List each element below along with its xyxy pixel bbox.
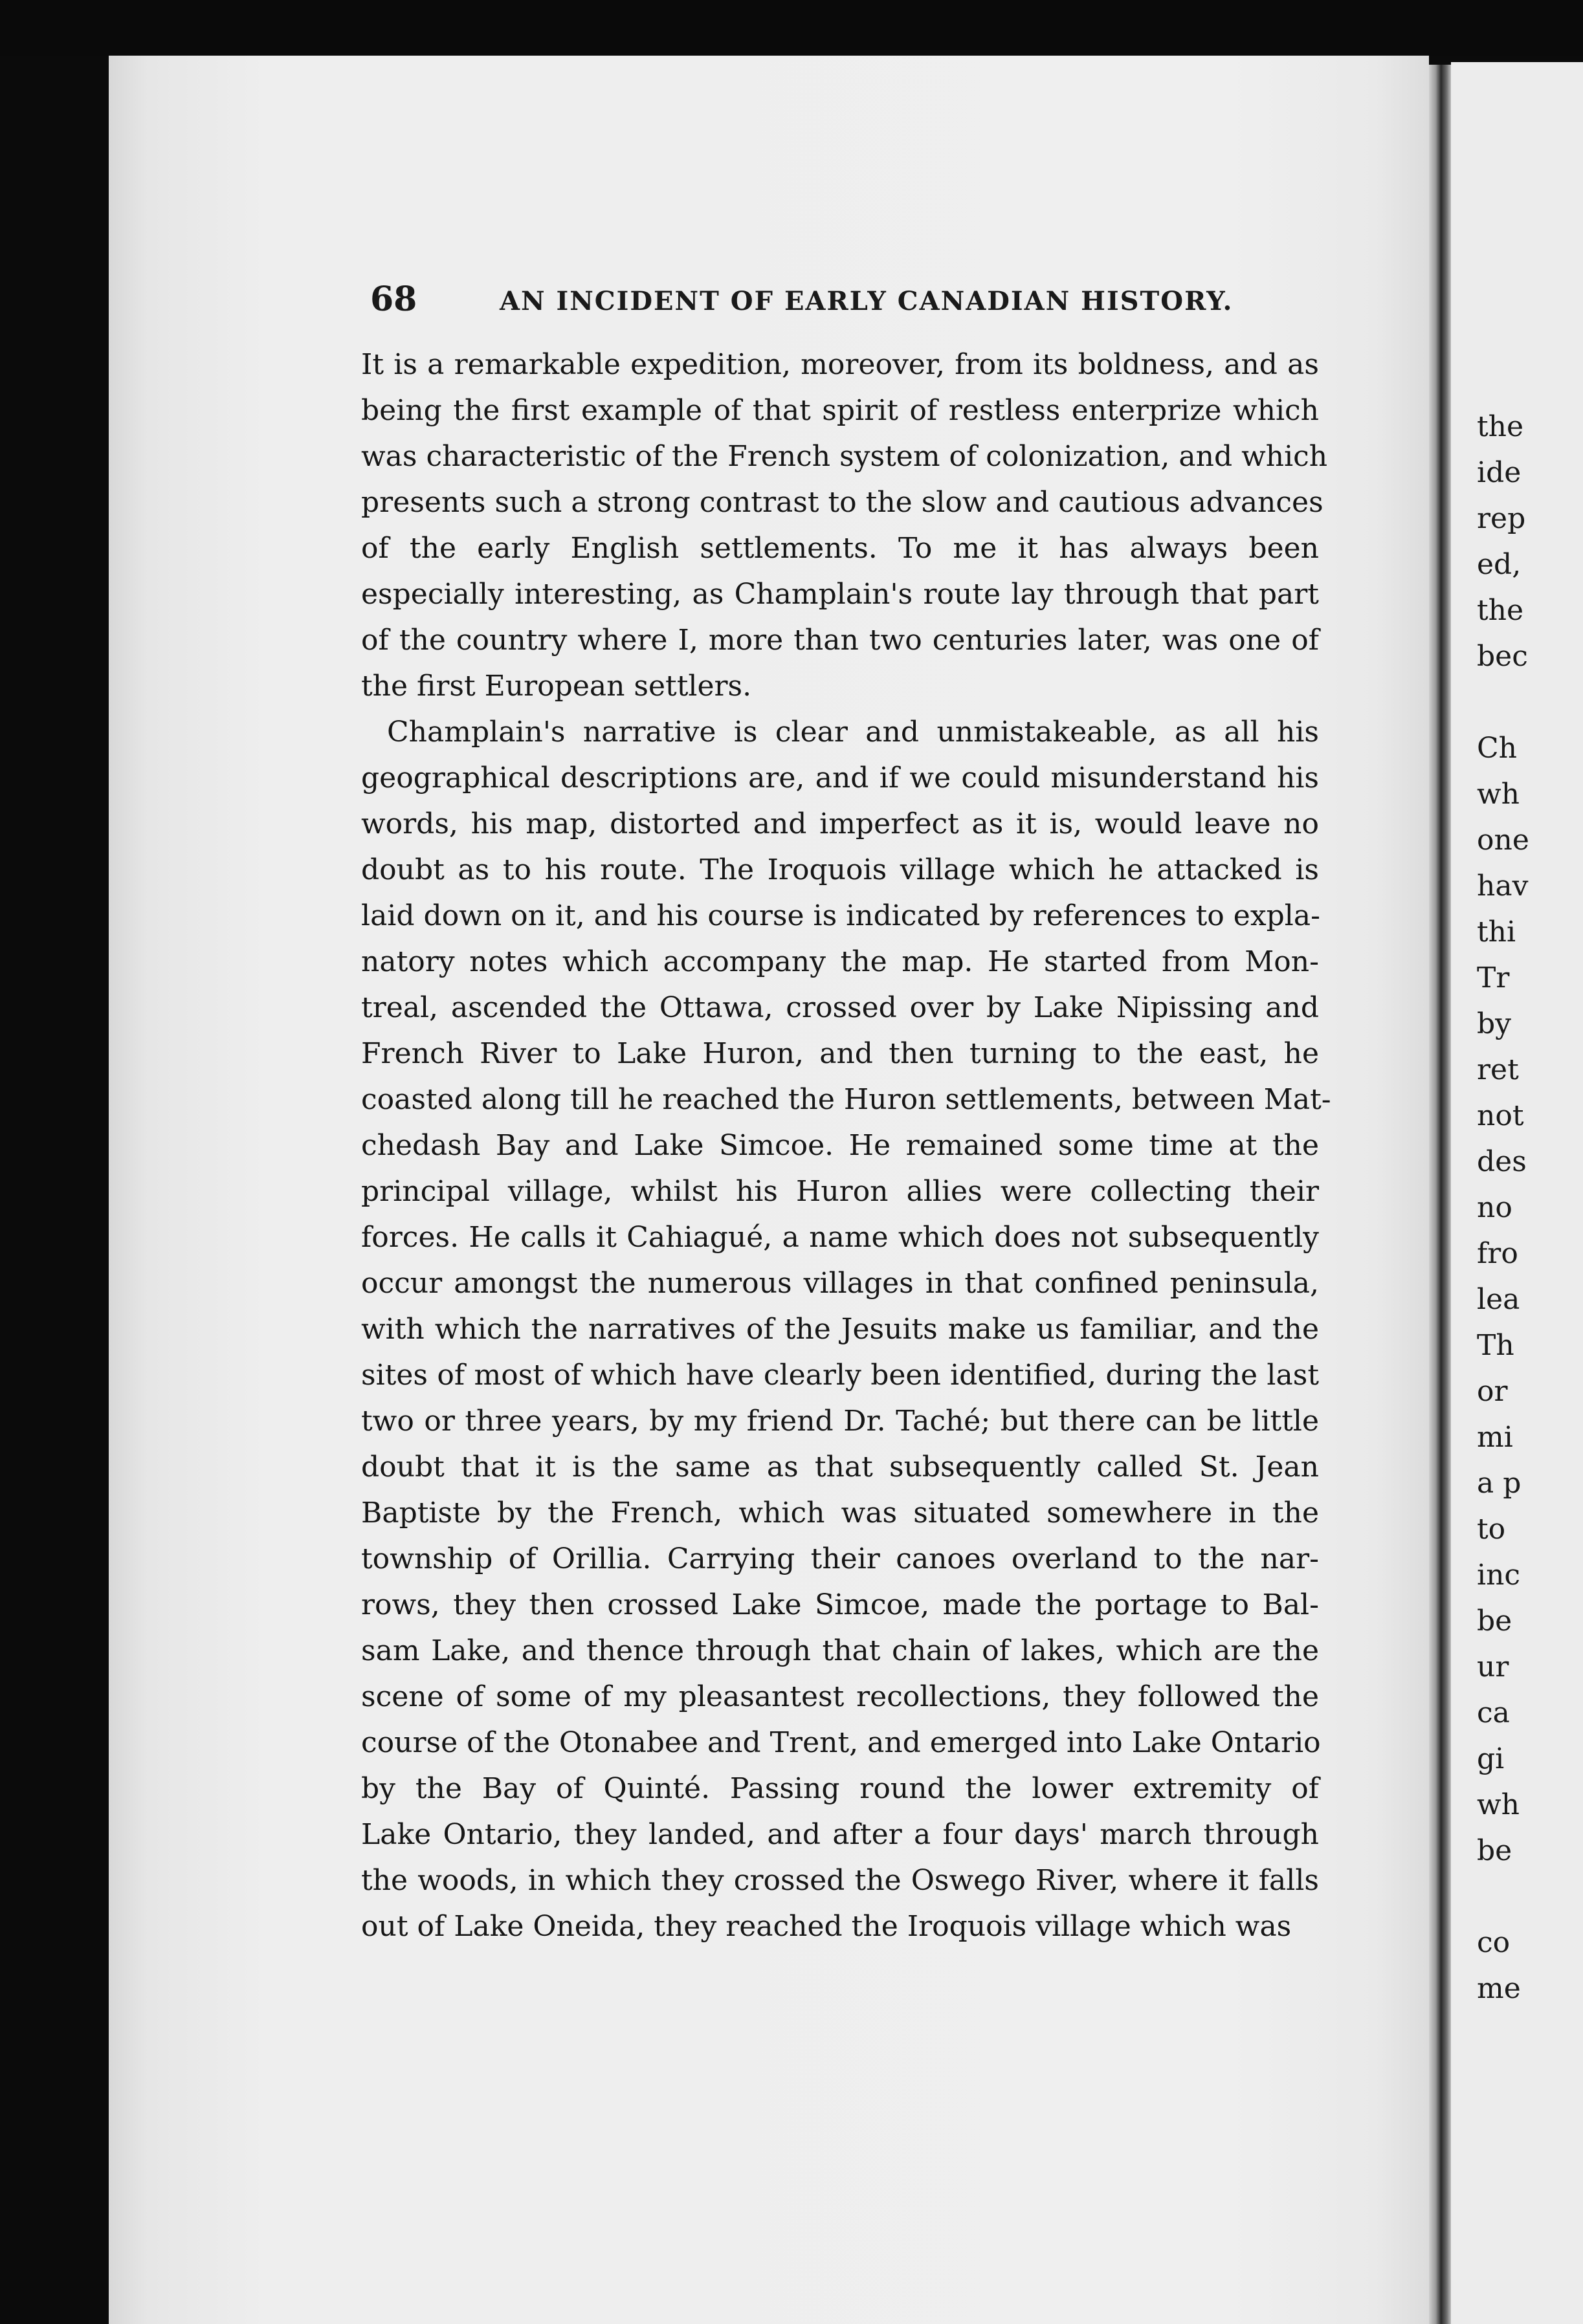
text-line: Champlain's narrative is clear and unmistakeable, as all his — [387, 716, 1319, 749]
right-page-line — [1477, 1874, 1529, 1920]
right-page-line: fro — [1477, 1237, 1518, 1270]
right-page-line: thi — [1477, 915, 1516, 948]
right-page-line: the — [1477, 410, 1524, 443]
body-text — [361, 342, 1331, 1949]
text-line: doubt that it is the same as that subsequently called St. Jean — [361, 1451, 1319, 1484]
text-line: geographical descriptions are, and if we could misunderstand his — [361, 762, 1319, 795]
text-line: rows, they then crossed Lake Simcoe, made the portage to Bal- — [361, 1588, 1319, 1621]
right-page-line: be — [1477, 1834, 1512, 1867]
right-page-line: Tr — [1477, 961, 1510, 994]
text-line: forces. He calls it Cahiagué, a name which does not subsequently — [361, 1221, 1319, 1254]
right-page-line: no — [1477, 1191, 1512, 1224]
text-line: of the early English settlements. To me it has always been — [361, 532, 1319, 565]
right-page-line: rep — [1477, 502, 1526, 535]
text-line: the woods, in which they crossed the Oswego River, where it falls — [361, 1864, 1319, 1897]
text-line: Baptiste by the French, which was situated somewhere in the — [361, 1496, 1319, 1529]
right-page-line: ret — [1477, 1053, 1519, 1086]
text-line: principal village, whilst his Huron allies were collecting their — [361, 1175, 1319, 1208]
right-page-text — [1477, 404, 1529, 2012]
text-line: laid down on it, and his course is indicated by references to expla- — [361, 899, 1320, 932]
text-line: scene of some of my pleasantest recollections, they followed the — [361, 1680, 1319, 1713]
right-page-line: or — [1477, 1375, 1508, 1408]
right-page-line: to — [1477, 1513, 1506, 1546]
right-page-line — [1477, 679, 1529, 725]
right-page-line: by — [1477, 1007, 1512, 1040]
right-page-line: gi — [1477, 1742, 1505, 1775]
text-line: by the Bay of Quinté. Passing round the lower extremity of — [361, 1772, 1319, 1805]
right-page-line: the — [1477, 594, 1524, 627]
right-page-line: Ch — [1477, 732, 1518, 765]
running-head: AN INCIDENT OF EARLY CANADIAN HISTORY. — [500, 286, 1234, 316]
text-line: township of Orillia. Carrying their canoes overland to the nar- — [361, 1542, 1319, 1575]
right-page-line: be — [1477, 1605, 1512, 1638]
scan-border — [0, 0, 1583, 56]
text-line: out of Lake Oneida, they reached the Iroquois village which was — [361, 1910, 1292, 1943]
text-line: treal, ascended the Ottawa, crossed over by Lake Nipissing and — [361, 991, 1319, 1024]
right-page-line: bec — [1477, 640, 1528, 673]
right-page-line: ide — [1477, 456, 1522, 489]
right-page-line: ur — [1477, 1650, 1509, 1683]
text-line: especially interesting, as Champlain's route lay through that part — [361, 578, 1319, 611]
right-page-line: not — [1477, 1099, 1524, 1132]
right-page-line: me — [1477, 1972, 1521, 2005]
page-header — [370, 277, 1354, 322]
text-line: chedash Bay and Lake Simcoe. He remained some time at the — [361, 1129, 1319, 1162]
right-page-line: ed, — [1477, 548, 1522, 581]
text-line: presents such a strong contrast to the slow and cautious advances — [361, 486, 1323, 519]
text-line: coasted along till he reached the Huron settlements, between Mat- — [361, 1083, 1331, 1116]
text-line: occur amongst the numerous villages in that confined peninsula, — [361, 1267, 1319, 1300]
right-page-edge — [1451, 62, 1583, 2324]
right-page-line: one — [1477, 824, 1529, 857]
text-line: French River to Lake Huron, and then turning to the east, he — [361, 1037, 1319, 1070]
right-page-line: mi — [1477, 1421, 1513, 1454]
text-line: sam Lake, and thence through that chain of lakes, which are the — [361, 1634, 1319, 1667]
text-line: natory notes which accompany the map. He started from Mon- — [361, 945, 1319, 978]
text-line: of the country where I, more than two centuries later, was one of — [361, 624, 1319, 657]
right-page-line: a p — [1477, 1467, 1522, 1500]
text-line: sites of most of which have clearly been identified, during the last — [361, 1359, 1319, 1392]
right-page-line: hav — [1477, 870, 1529, 903]
text-line: words, his map, distorted and imperfect as it is, would leave no — [361, 807, 1319, 840]
right-page-line: Th — [1477, 1329, 1514, 1362]
right-page-line: lea — [1477, 1283, 1520, 1316]
text-line: doubt as to his route. The Iroquois village which he attacked is — [361, 853, 1319, 886]
text-line: two or three years, by my friend Dr. Taché; but there can be little — [361, 1405, 1319, 1438]
text-line: It is a remarkable expedition, moreover, from its boldness, and as — [361, 348, 1319, 381]
text-line: being the first example of that spirit of restless enterprize which — [361, 394, 1319, 427]
page-number: 68 — [370, 280, 417, 319]
text-line: was characteristic of the French system of colonization, and which — [361, 440, 1328, 473]
text-line: with which the narratives of the Jesuits make us familiar, and the — [361, 1313, 1319, 1346]
right-page-line: ca — [1477, 1696, 1510, 1729]
text-line: Lake Ontario, they landed, and after a four days' march through — [361, 1818, 1319, 1851]
right-page-line: des — [1477, 1145, 1527, 1178]
right-page-line: co — [1477, 1926, 1511, 1959]
right-page-line: wh — [1477, 778, 1520, 811]
book-gutter — [1429, 65, 1451, 2324]
right-page-line: wh — [1477, 1788, 1520, 1821]
text-line: the first European settlers. — [361, 670, 752, 703]
text-line: course of the Otonabee and Trent, and emerged into Lake Ontario — [361, 1726, 1321, 1759]
right-page-line: inc — [1477, 1559, 1521, 1592]
